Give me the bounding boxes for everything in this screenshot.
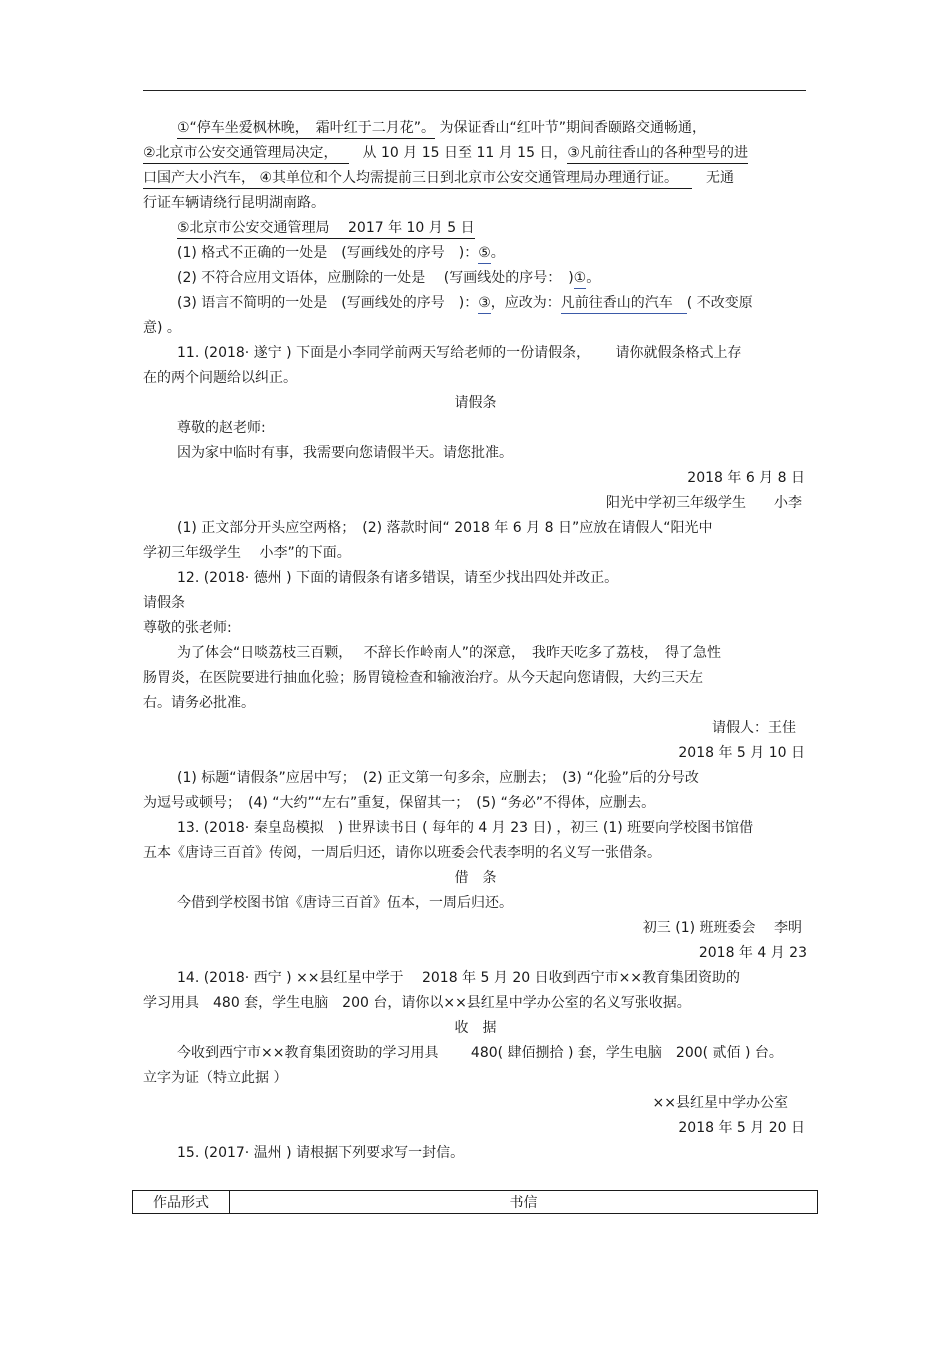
underlined-segment-3: ③凡前往香山的各种型号的进	[567, 145, 748, 164]
note-title: 请假条	[454, 395, 497, 411]
note-signature: 初三 (1) 班班委会 李明	[642, 920, 802, 936]
note-title: 收 据	[454, 1020, 497, 1036]
note-date: 2018 年 5 月 10 日	[678, 745, 805, 761]
problem-11: 11. (2018· 遂宁 ) 下面是小李同学前两天写给老师的一份请假条， 请你就假条格式上存	[177, 345, 742, 361]
answer-12-cont: 为逗号或顿号； (4) “大约”“左右”重复，保留其一； (5) “务必”不得体，应删去。	[143, 795, 656, 811]
note-date: 2018 年 6 月 8 日	[687, 470, 805, 486]
note-body: 为了体会“日啖荔枝三百颗， 不辞长作岭南人”的深意， 我昨天吃多了荔枝， 得了急性	[177, 645, 721, 661]
table-label-cell: 作品形式	[133, 1191, 230, 1214]
question-3: (3) 语言不简明的一处是 (写画线处的序号 )：③，应改为：凡前往香山的汽车 ( 不改变原	[177, 293, 808, 313]
answer-3-fix: 凡前往香山的汽车	[561, 295, 687, 314]
note-body: 肠胃炎，在医院要进行抽血化验；肠胃镜检查和输液治疗。从今天起向您请假，大约三天左	[143, 670, 703, 686]
answer-2: ①	[574, 270, 587, 289]
answer-11: (1) 正文部分开头应空两格； (2) 落款时间“ 2018 年 6 月 8 日”应放在请假人“阳光中	[177, 520, 713, 536]
note-body: 立字为证（特立此据 ）	[143, 1070, 288, 1086]
underlined-segment-2: ②北京市公安交通管理局决定，	[143, 145, 349, 164]
problem-15: 15. (2017· 温州 ) 请根据下列要求写一封信。	[177, 1145, 465, 1161]
problem-14: 14. (2018· 西宁 ) ××县红星中学于 2018 年 5 月 20 日收到西宁市××教育集团资助的	[177, 970, 741, 986]
problem-13-cont: 五本《唐诗三百首》传阅，一周后归还，请你以班委会代表李明的名义写一张借条。	[143, 845, 661, 861]
passage-line	[177, 218, 808, 238]
question-1: (1) 格式不正确的一处是 (写画线处的序号 )：⑤。	[177, 243, 808, 263]
passage-line: ②北京市公安交通管理局决定， 从 10 月 15 日至 11 月 15 日，③凡前往香山的各种型号的进	[143, 143, 808, 163]
table-value-cell: 书信	[230, 1191, 818, 1214]
answer-1: ⑤	[478, 245, 491, 264]
answer-12: (1) 标题“请假条”应居中写； (2) 正文第一句多余，应删去； (3) “化验”后的分号改	[177, 770, 699, 786]
note-signature: 阳光中学初三年级学生 小李	[606, 495, 802, 511]
note-title: 借 条	[454, 870, 497, 886]
problem-14-cont: 学习用具 480 套，学生电脑 200 台，请你以××县红星中学办公室的名义写张收据。	[143, 995, 691, 1011]
header-rule	[143, 90, 806, 91]
problem-13: 13. (2018· 秦皇岛模拟 ) 世界读书日 ( 每年的 4 月 23 日) ，初三 (1) 班要向学校图书馆借	[177, 820, 754, 836]
underlined-segment-4: ④其单位和个人均需提前三日到北京市公安交通管理局办理通行证。	[255, 170, 692, 189]
note-body: 今收到西宁市××教育集团资助的学习用具 480( 肆佰捌拾 ) 套，学生电脑 200( 贰佰 ) 台。	[177, 1045, 783, 1061]
note-signature: ××县红星中学办公室	[652, 1095, 788, 1111]
note-title: 请假条	[143, 595, 185, 611]
salutation: 尊敬的张老师:	[143, 620, 232, 636]
table-row	[133, 1191, 818, 1214]
note-signature: 请假人：王佳	[712, 720, 796, 736]
problem-12: 12. (2018· 德州 ) 下面的请假条有诸多错误，请至少找出四处并改正。	[177, 570, 619, 586]
underlined-segment-1: ①“停车坐爱枫林晚， 霜叶红于二月花”。	[177, 120, 435, 139]
question-3-cont: 意) 。	[143, 320, 181, 336]
problem-11-cont: 在的两个问题给以纠正。	[143, 370, 297, 386]
note-date: 2018 年 5 月 20 日	[678, 1120, 805, 1136]
answer-11-cont: 学初三年级学生 小李”的下面。	[143, 545, 351, 561]
requirement-table	[132, 1190, 818, 1214]
underlined-segment-3b: 口国产大小汽车，	[143, 170, 255, 189]
salutation: 尊敬的赵老师:	[177, 420, 266, 436]
passage-line: ①“停车坐爱枫林晚， 霜叶红于二月花”。 为保证香山“红叶节”期间香颐路交通畅通，	[177, 118, 808, 138]
passage-line: 行证车辆请绕行昆明湖南路。	[143, 195, 325, 211]
passage-line: 口国产大小汽车， ④其单位和个人均需提前三日到北京市公安交通管理局办理通行证。 无通	[143, 168, 808, 188]
note-body: 今借到学校图书馆《唐诗三百首》伍本，一周后归还。	[177, 895, 513, 911]
note-date: 2018 年 4 月 23	[698, 945, 807, 961]
question-2: (2) 不符合应用文语体，应删除的一处是 (写画线处的序号： )①。	[177, 268, 808, 288]
note-body: 因为家中临时有事，我需要向您请假半天。请您批准。	[177, 445, 513, 461]
underlined-segment-5: ⑤北京市公安交通管理局 2017 年 10 月 5 日	[177, 220, 475, 239]
answer-3: ③	[478, 295, 491, 314]
note-body: 右。请务必批准。	[143, 695, 255, 711]
